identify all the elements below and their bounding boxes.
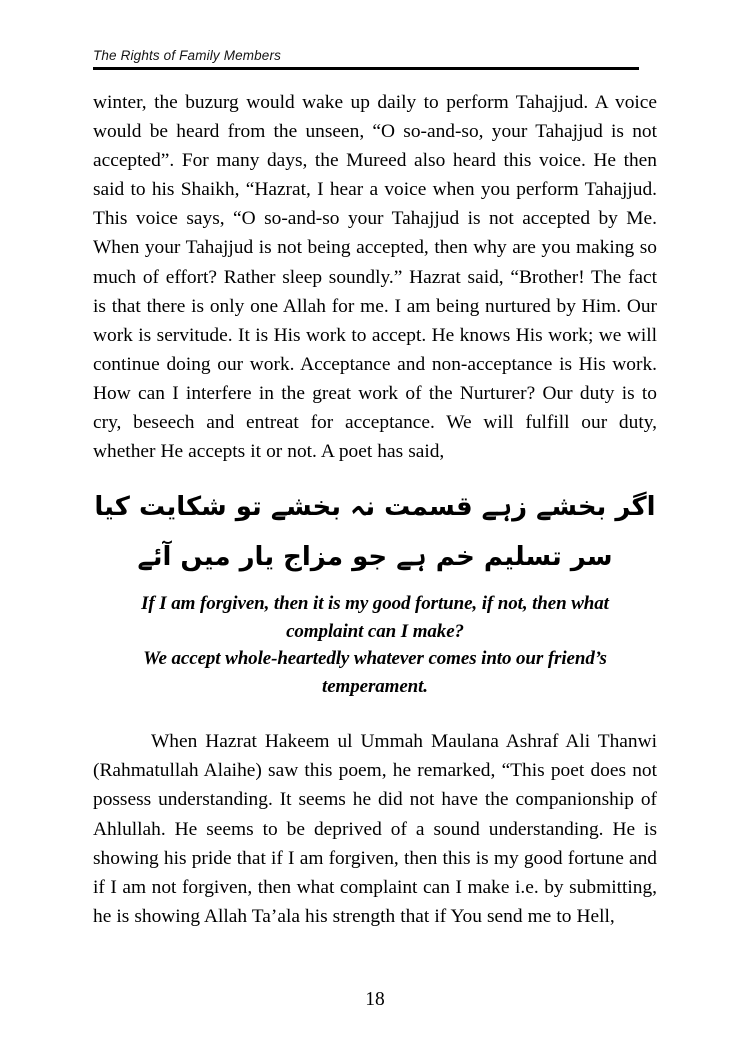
translation-line-4: temperament. — [322, 675, 428, 697]
paragraph-spacer — [93, 710, 657, 727]
translation-line-1: If I am forgiven, then it is my good fortune, if not, then what — [141, 593, 609, 615]
running-head — [93, 48, 639, 70]
urdu-couplet-line-1: اگر بخشے زہے قسمت نہ بخشے تو شکایت کیا — [94, 492, 656, 523]
translation-line-2: complaint can I make? — [286, 620, 464, 642]
urdu-couplet-line-2: سر تسلیم خم ہے جو مزاج یار میں آئے — [137, 542, 613, 573]
header-rule — [93, 67, 639, 70]
body-paragraph-1: winter, the buzurg would wake up daily to perform Tahajjud. A voice would be heard from the unseen, “O so-and-so, your Tahajjud is not accepted”. For many days, the Mureed also heard this voice. He then said to his Shaikh, “Hazrat, I hear a voice when you perform Tahajjud. This voice says, “O so-and-so your Tahajjud is not accepted by Me. When your Tahajjud is not being accepted, then why are you making so much of effort? Rather sleep soundly.” Hazrat said, “Brother! The fact is that there is only one Allah for me. I am being nurtured by Him. Our work is servitude. It is His work to accept. He knows His work; we will continue doing our work. Acceptance and non-acceptance is His work. How can I interfere in the great work of the Nurturer? Our duty is to cry, beseech and entreat for acceptance. We will fulfill our duty, whether He accepts it or not. A poet has said, — [93, 92, 657, 463]
couplet-translation — [93, 590, 657, 700]
body-paragraph-2: When Hazrat Hakeem ul Ummah Maulana Ashraf Ali Thanwi (Rahmatullah Alaihe) saw this poem, he remarked, “This poet does not possess understanding. It seems he did not have the companionship of Ahlullah. He seems to be deprived of a sound understanding. He is showing his pride that if I am forgiven, then this is my good fortune and if I am not forgiven, then what complaint can I make i.e. by submitting, he is showing Allah Ta’ala his strength that if You send me to Hell, — [93, 731, 657, 927]
translation-line-3: We accept whole-heartedly whatever comes into our friend’s — [143, 648, 607, 670]
page-number: 18 — [365, 989, 385, 1010]
running-head-title: The Rights of Family Members — [93, 48, 281, 63]
text-column — [93, 88, 657, 931]
urdu-couplet — [93, 482, 657, 582]
